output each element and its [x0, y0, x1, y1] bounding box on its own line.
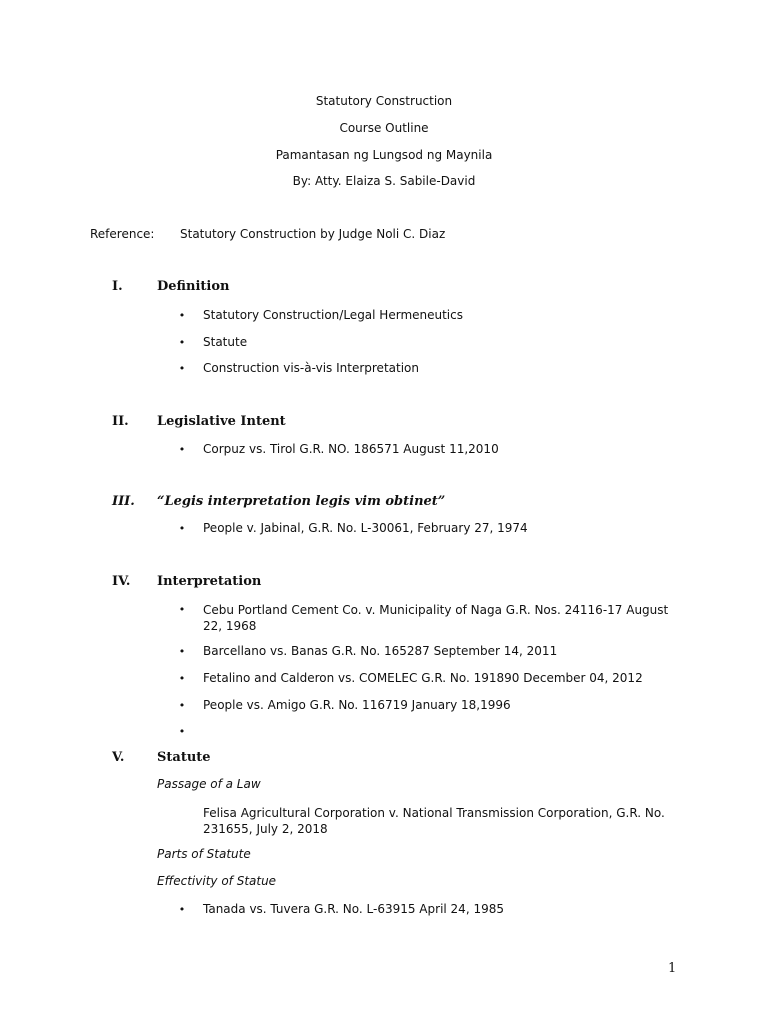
section-title-statute: Statute — [157, 750, 211, 765]
list-item: Statute — [203, 335, 248, 349]
subheading-effectivity: Effectivity of Statue — [157, 874, 277, 888]
section-title-legis-interpretation: “Legis interpretation legis vim obtinet” — [157, 494, 446, 509]
section-title-legislative-intent: Legislative Intent — [157, 414, 286, 429]
bullet-icon: • — [178, 362, 186, 375]
bullet-icon: • — [178, 672, 186, 685]
list-item: Statutory Construction/Legal Hermeneutics — [203, 308, 463, 322]
reference-label: Reference: — [90, 227, 155, 241]
section-title-definition: Definition — [157, 279, 230, 294]
list-item: Tanada vs. Tuvera G.R. No. L-63915 April 24, 1985 — [203, 902, 504, 916]
bullet-icon: • — [178, 522, 186, 535]
bullet-icon: • — [178, 336, 186, 349]
section-title-interpretation: Interpretation — [157, 574, 262, 589]
doc-title: Statutory Construction — [315, 94, 453, 108]
school-name: Pamantasan ng Lungsod ng Maynila — [275, 148, 493, 162]
list-item: People v. Jabinal, G.R. No. L-30061, February 27, 1974 — [203, 521, 528, 535]
list-item: Fetalino and Calderon vs. COMELEC G.R. No. 191890 December 04, 2012 — [203, 671, 643, 685]
list-item: Barcellano vs. Banas G.R. No. 165287 September 14, 2011 — [203, 644, 558, 658]
list-item: Construction vis-à-vis Interpretation — [203, 361, 419, 375]
list-item: Corpuz vs. Tirol G.R. NO. 186571 August 11,2010 — [203, 442, 499, 456]
author-line: By: Atty. Elaiza S. Sabile-David — [292, 174, 476, 188]
section-numeral: II. — [112, 414, 129, 429]
list-item: People vs. Amigo G.R. No. 116719 January 18,1996 — [203, 698, 511, 712]
subheading-passage-of-law: Passage of a Law — [157, 777, 261, 791]
bullet-icon: • — [178, 603, 186, 616]
bullet-icon: • — [178, 699, 186, 712]
list-item: Cebu Portland Cement Co. v. Municipality of Naga G.R. Nos. 24116-17 August 22, 1968 — [203, 603, 669, 633]
bullet-icon: • — [178, 645, 186, 658]
section-numeral: I. — [112, 279, 123, 294]
subheading-parts-of-statute: Parts of Statute — [157, 847, 251, 861]
reference-text: Statutory Construction by Judge Noli C. Diaz — [180, 227, 446, 241]
page-number: 1 — [668, 961, 677, 976]
doc-subtitle: Course Outline — [339, 121, 429, 135]
section-numeral: III. — [112, 494, 135, 509]
bullet-icon: • — [178, 725, 186, 738]
bullet-icon: • — [178, 309, 186, 322]
bullet-icon: • — [178, 443, 186, 456]
case-citation: Felisa Agricultural Corporation v. National Transmission Corporation, G.R. No. 231655, July 2, 2018 — [203, 806, 665, 836]
section-numeral: IV. — [112, 574, 131, 589]
bullet-icon: • — [178, 903, 186, 916]
section-numeral: V. — [112, 750, 125, 765]
